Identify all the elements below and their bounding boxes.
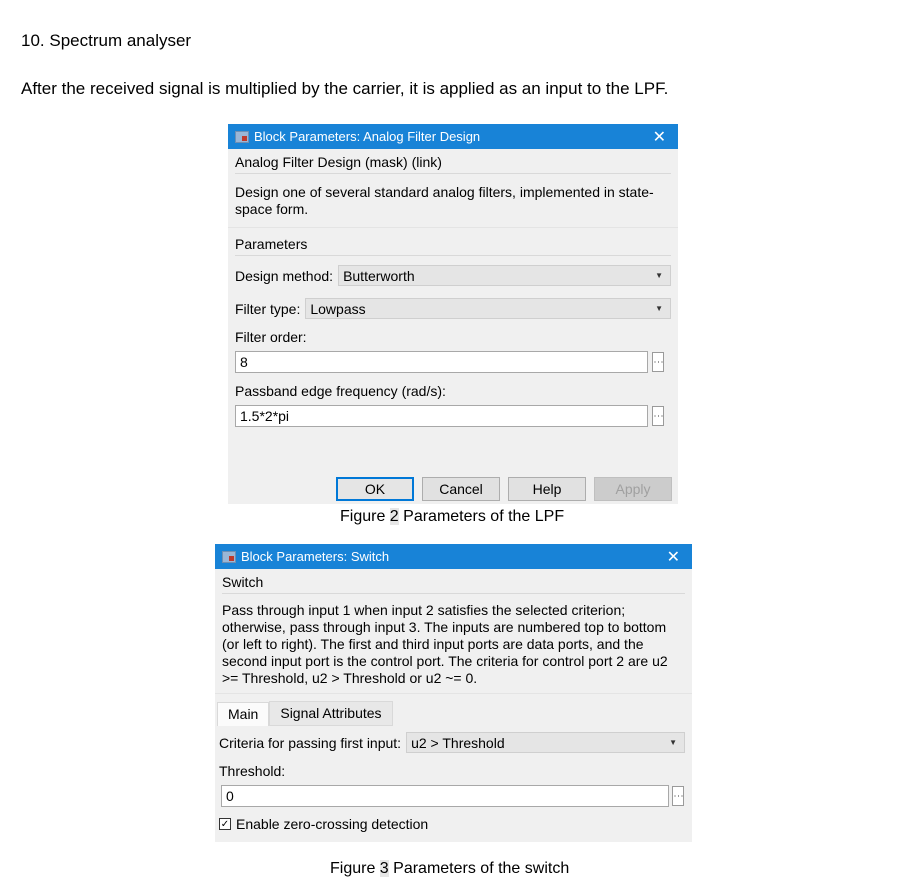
switch-dialog <box>215 544 692 842</box>
switch-dialog-title: Block Parameters: Switch <box>241 549 390 564</box>
filter-order-input[interactable] <box>235 351 648 373</box>
section-heading: 10. Spectrum analyser <box>21 31 192 50</box>
caption-suffix: Parameters of the LPF <box>398 508 565 525</box>
filter-type-label: Filter type: <box>235 300 301 317</box>
apply-button[interactable]: Apply <box>594 477 672 501</box>
filter-order-label: Filter order: <box>235 329 307 345</box>
passband-label-row <box>228 383 678 399</box>
caption-prefix: Figure <box>330 860 380 877</box>
passband-value: 1.5*2*pi <box>240 408 290 424</box>
lpf-dialog-title: Block Parameters: Analog Filter Design <box>254 129 481 144</box>
passband-row <box>228 405 678 427</box>
zero-crossing-checkbox[interactable] <box>219 818 231 830</box>
criteria-row <box>215 732 692 753</box>
block-name: Analog Filter Design (mask) (link) <box>235 154 671 174</box>
zero-crossing-row <box>215 816 692 832</box>
zero-crossing-label: Enable zero-crossing detection <box>236 816 429 832</box>
threshold-label: Threshold: <box>219 763 286 779</box>
tab-bar <box>215 700 692 726</box>
caption-number: 3 <box>379 860 389 877</box>
filter-type-dropdown[interactable] <box>305 298 671 319</box>
design-method-label: Design method: <box>235 267 334 284</box>
block-description: Pass through input 1 when input 2 satisfies the selected criterion; otherwise, pass through input 3. The inputs are numbered top to bottom (or left to right). The first and third input ports are data ports, and the second input port is the control port. The criteria for control port 2 are u2 >= Threshold, u2 > Threshold or u2 ~= 0. <box>215 594 692 694</box>
tab-main[interactable]: Main <box>217 702 269 726</box>
threshold-input[interactable] <box>221 785 669 807</box>
lpf-dialog <box>228 124 678 504</box>
caption-number: 2 <box>389 508 399 525</box>
threshold-value: 0 <box>226 788 234 804</box>
criteria-value: u2 > Threshold <box>411 734 505 751</box>
tab-signal-attributes[interactable]: Signal Attributes <box>269 701 392 726</box>
chevron-down-icon: ▼ <box>655 271 663 280</box>
filter-order-value: 8 <box>240 354 248 370</box>
threshold-label-row <box>215 763 692 779</box>
close-icon[interactable]: ✕ <box>652 129 666 146</box>
more-options-icon[interactable]: ⋮ <box>672 786 684 806</box>
close-icon[interactable]: ✕ <box>666 549 680 566</box>
design-method-row <box>228 265 678 286</box>
intro-paragraph: After the received signal is multiplied by the carrier, it is applied as an input to the LPF. <box>21 79 669 98</box>
passband-input[interactable] <box>235 405 648 427</box>
parameters-heading: Parameters <box>235 236 671 256</box>
more-options-icon[interactable]: ⋮ <box>652 406 664 426</box>
lpf-dialog-titlebar[interactable] <box>228 124 678 149</box>
figure-caption-lpf <box>340 508 564 526</box>
filter-type-value: Lowpass <box>310 300 366 317</box>
chevron-down-icon: ▼ <box>669 738 677 747</box>
ok-button[interactable]: OK <box>336 477 414 501</box>
criteria-dropdown[interactable] <box>406 732 685 753</box>
caption-suffix: Parameters of the switch <box>388 860 570 877</box>
switch-dialog-titlebar[interactable] <box>215 544 692 569</box>
chevron-down-icon: ▼ <box>655 304 663 313</box>
block-name: Switch <box>222 574 685 594</box>
check-icon: ✓ <box>220 818 230 830</box>
help-button[interactable]: Help <box>508 477 586 501</box>
criteria-label: Criteria for passing first input: <box>219 734 402 751</box>
cancel-button[interactable]: Cancel <box>422 477 500 501</box>
filter-order-label-row <box>228 329 678 345</box>
block-description: Design one of several standard analog filters, implemented in state-space form. <box>228 174 678 228</box>
simulink-app-icon <box>235 131 249 143</box>
design-method-value: Butterworth <box>343 267 415 284</box>
passband-label: Passband edge frequency (rad/s): <box>235 383 446 399</box>
design-method-dropdown[interactable] <box>338 265 671 286</box>
filter-type-row <box>228 298 678 319</box>
caption-prefix: Figure <box>340 508 390 525</box>
simulink-app-icon <box>222 551 236 563</box>
figure-caption-switch <box>330 860 569 878</box>
threshold-row <box>215 785 692 807</box>
more-options-icon[interactable]: ⋮ <box>652 352 664 372</box>
filter-order-row <box>228 351 678 373</box>
